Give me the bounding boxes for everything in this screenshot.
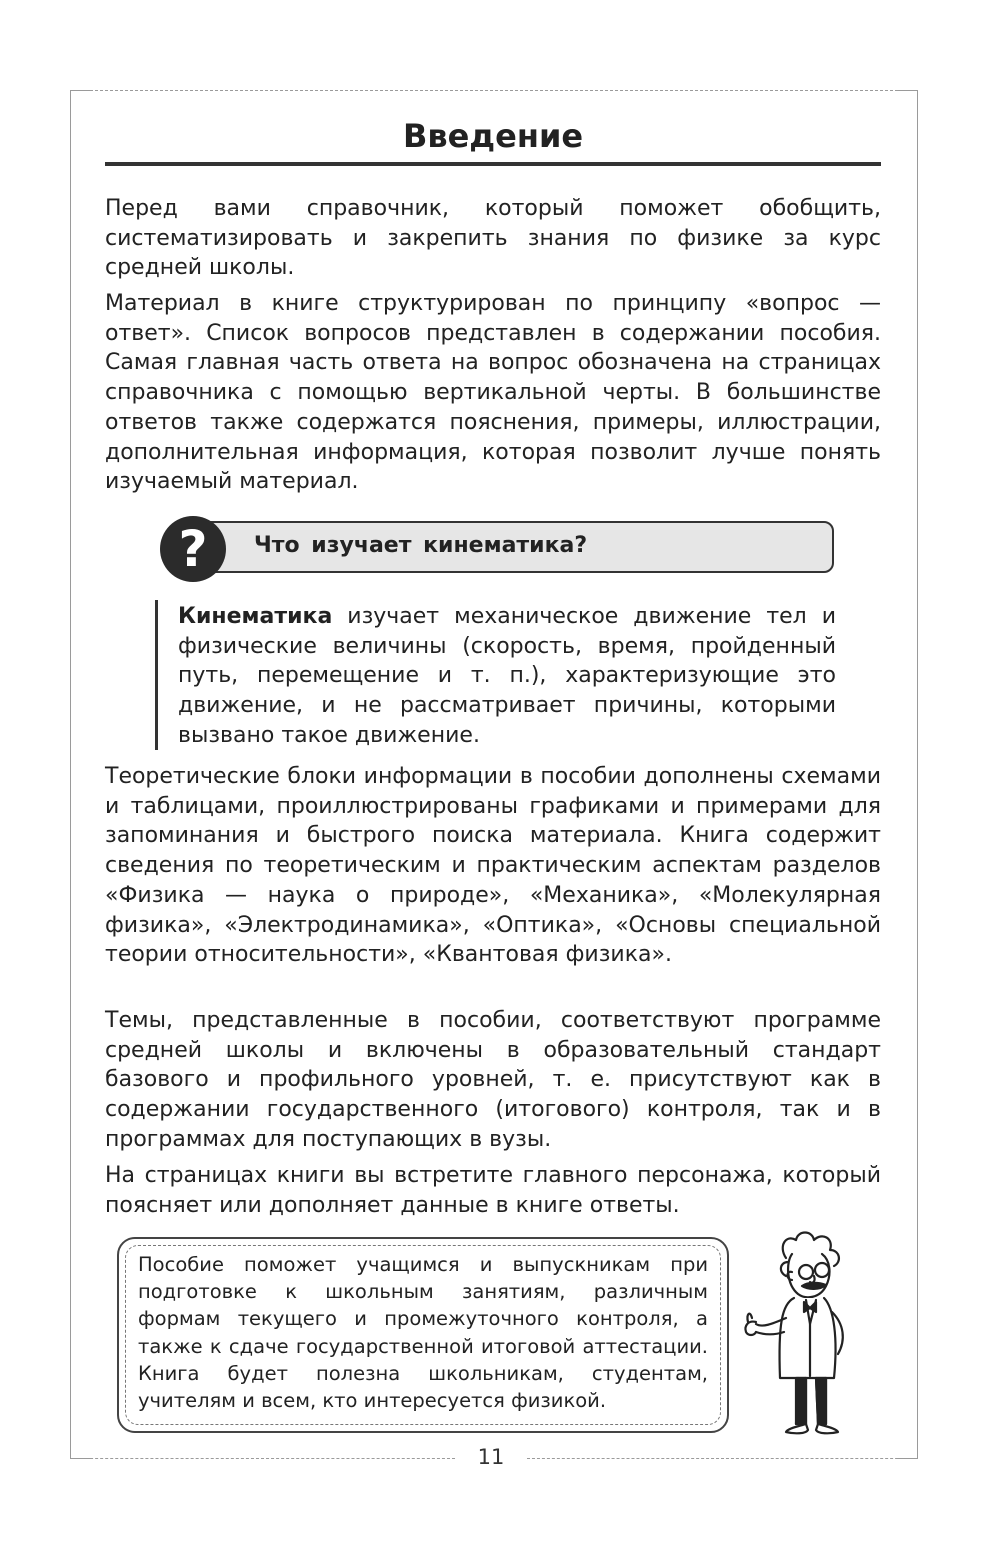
title-underline — [105, 162, 881, 166]
paragraph-topics: Темы, представленные в пособии, соответствуют программе средней школы и включены в образовательный стандарт базового и профильного уровней, т. е. присутствуют как в содержании государственного (итогового) контроля, так и в программах для поступающих в вузы. — [105, 1008, 881, 1152]
question-text: Что изучает кинематика? — [254, 533, 588, 558]
frame-corner — [70, 1458, 92, 1459]
note-text: Пособие поможет учащимся и выпускникам при подготовке к школьным занятиям, различным формам текущего и промежуточного контроля, а также к сдаче государственной итоговой аттестации. Книга будет полезна школьникам, студентам, учителям и всем, кто интересуется физикой. — [138, 1253, 708, 1413]
frame-corner — [896, 90, 918, 91]
paragraph-content: Теоретические блоки информации в пособии дополнены схемами и таблицами, проиллюстрированы графиками и примерами для запоминания и быстрого поиска материала. Книга содержит сведения по теоретическим и практическим аспектам разделов «Физика — наука о природе», «Механика», «Молекулярная физика», «Электродинамика», «Оптика», «Основы специальной теории относительности», «Квантовая физика». — [105, 764, 881, 968]
answer-vertical-line — [155, 600, 158, 750]
frame-corner — [896, 1458, 918, 1459]
question-block — [160, 516, 840, 584]
page-number: 11 — [477, 1445, 505, 1469]
frame-top-border — [70, 90, 918, 91]
frame-bottom-border — [527, 1458, 918, 1459]
paragraph-intro: Перед вами справочник, который поможет обобщить, систематизировать и закрепить знания по физике за курс средней школы. — [105, 196, 881, 281]
paragraph-structure: Материал в книге структурирован по принципу «вопрос — ответ». Список вопросов представлен в содержании пособия. Самая главная часть ответа на вопрос обозначена на страницах справочника с помощью вертикальной черты. В большинстве ответов также содержатся пояснения, примеры, иллюстрации, дополнительная информация, которая позволит лучше понять изучаемый материал. — [105, 291, 881, 495]
answer-body: изучает механическое движение тел и физические величины (скорость, время, пройденный путь, перемещение и т. п.), характеризующие это движение, и не рассматривает причины, которыми вызвано такое движение. — [178, 604, 836, 748]
page-title: Введение — [402, 117, 584, 155]
answer-term: Кинематика — [178, 604, 333, 629]
answer-text — [178, 602, 836, 751]
question-mark-icon: ? — [160, 516, 226, 582]
paragraph-character: На страницах книги вы встретите главного персонажа, который поясняет или дополняет данные в книге ответы. — [105, 1163, 881, 1218]
frame-corner — [70, 90, 92, 91]
frame-bottom-border — [70, 1458, 455, 1459]
scientist-character-illustration — [734, 1228, 864, 1438]
